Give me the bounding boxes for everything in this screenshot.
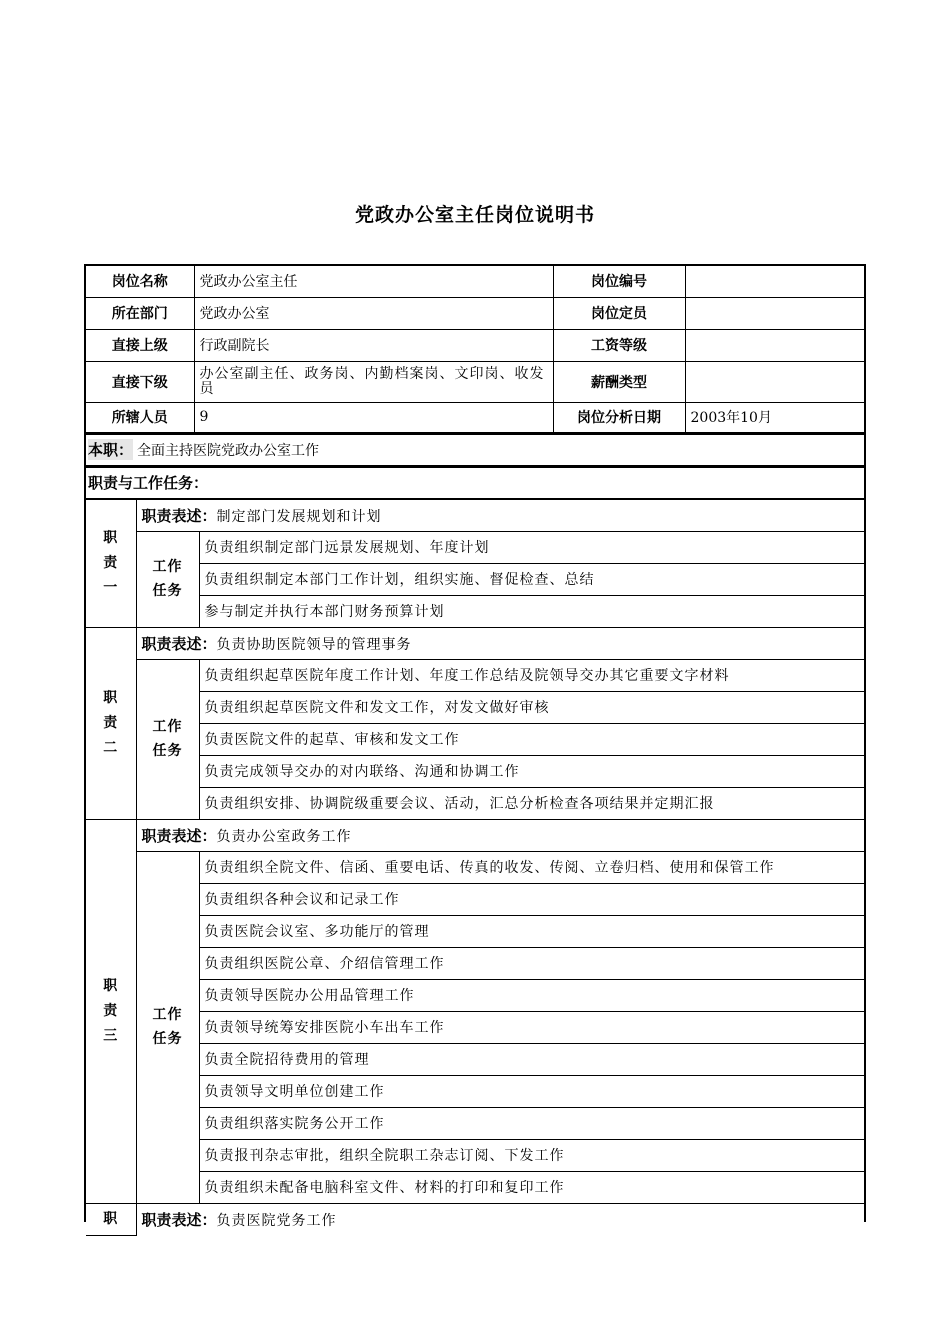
duty-4-label: 职 xyxy=(86,1203,136,1235)
summary-row xyxy=(86,435,864,466)
duty-1-tasks-label: 工作 任务 xyxy=(136,531,199,627)
duty-3-task: 负责组织各种会议和记录工作 xyxy=(199,883,866,915)
duty-1-task: 参与制定并执行本部门财务预算计划 xyxy=(199,595,866,627)
duty-3-task: 负责医院会议室、多功能厅的管理 xyxy=(199,915,866,947)
duties-table xyxy=(86,499,866,1236)
analysis-date-value: 2003年10月 xyxy=(685,402,866,432)
job-code-value xyxy=(685,266,866,297)
dept-value: 党政办公室 xyxy=(194,297,553,329)
page-title: 党政办公室主任岗位说明书 xyxy=(354,204,595,226)
pay-type-value xyxy=(685,361,866,402)
duty-2-task: 负责组织安排、协调院级重要会议、活动，汇总分析检查各项结果并定期汇报 xyxy=(199,787,866,819)
quota-label: 岗位定员 xyxy=(553,297,685,329)
salary-grade-label: 工资等级 xyxy=(553,329,685,361)
job-name-value: 党政办公室主任 xyxy=(194,266,553,297)
duty-1-task: 负责组织制定本部门工作计划，组织实施、督促检查、总结 xyxy=(199,563,866,595)
basic-info-table xyxy=(86,266,866,433)
duty-1-label: 职 责 一 xyxy=(86,499,136,627)
duty-3-label: 职 责 三 xyxy=(86,819,136,1203)
analysis-date-label: 岗位分析日期 xyxy=(553,402,685,432)
superior-label: 直接上级 xyxy=(86,329,194,361)
job-code-label: 岗位编号 xyxy=(553,266,685,297)
quota-value xyxy=(685,297,866,329)
duty-1-task: 负责组织制定部门远景发展规划、年度计划 xyxy=(199,531,866,563)
duties-header: 职责与工作任务： xyxy=(88,474,209,492)
pay-type-label: 薪酬类型 xyxy=(553,361,685,402)
job-name-label: 岗位名称 xyxy=(86,266,194,297)
staff-value: 9 xyxy=(194,402,553,432)
staff-label: 所辖人员 xyxy=(86,402,194,432)
duty-2-task: 负责组织起草医院文件和发文工作，对发文做好审核 xyxy=(199,691,866,723)
duty-3-task: 负责组织医院公章、介绍信管理工作 xyxy=(199,947,866,979)
duty-3-task: 负责全院招待费用的管理 xyxy=(199,1043,866,1075)
duty-3-task: 负责领导医院办公用品管理工作 xyxy=(199,979,866,1011)
duty-3-task: 负责领导统筹安排医院小车出车工作 xyxy=(199,1011,866,1043)
duty-2-label: 职 责 二 xyxy=(86,627,136,819)
duty-2-tasks-label: 工作 任务 xyxy=(136,659,199,819)
summary-text: 全面主持医院党政办公室工作 xyxy=(137,442,320,459)
duty-3-task: 负责报刊杂志审批，组织全院职工杂志订阅、下发工作 xyxy=(199,1139,866,1171)
subordinate-label: 直接下级 xyxy=(86,361,194,402)
duty-4-description: 职责表述：负责医院党务工作 xyxy=(136,1203,866,1235)
salary-grade-value xyxy=(685,329,866,361)
duty-3-task: 负责组织全院文件、信函、重要电话、传真的收发、传阅、立卷归档、使用和保管工作 xyxy=(199,851,866,883)
duty-3-task: 负责组织未配备电脑科室文件、材料的打印和复印工作 xyxy=(199,1171,866,1203)
duty-3-description: 职责表述：负责办公室政务工作 xyxy=(136,819,866,851)
dept-label: 所在部门 xyxy=(86,297,194,329)
duty-3-tasks-label: 工作 任务 xyxy=(136,851,199,1203)
duty-3-task: 负责领导文明单位创建工作 xyxy=(199,1075,866,1107)
duty-2-task: 负责完成领导交办的对内联络、沟通和协调工作 xyxy=(199,755,866,787)
subordinate-value: 办公室副主任、政务岗、内勤档案岗、文印岗、收发员 xyxy=(194,361,553,402)
job-description-table xyxy=(84,264,866,1229)
summary-label: 本职： xyxy=(88,441,134,459)
duty-2-task: 负责医院文件的起草、审核和发文工作 xyxy=(199,723,866,755)
duty-1-description: 职责表述：制定部门发展规划和计划 xyxy=(136,499,866,531)
duties-header-row xyxy=(86,468,864,499)
superior-value: 行政副院长 xyxy=(194,329,553,361)
duty-2-description: 职责表述：负责协助医院领导的管理事务 xyxy=(136,627,866,659)
duty-3-task: 负责组织落实院务公开工作 xyxy=(199,1107,866,1139)
duty-2-task: 负责组织起草医院年度工作计划、年度工作总结及院领导交办其它重要文字材料 xyxy=(199,659,866,691)
